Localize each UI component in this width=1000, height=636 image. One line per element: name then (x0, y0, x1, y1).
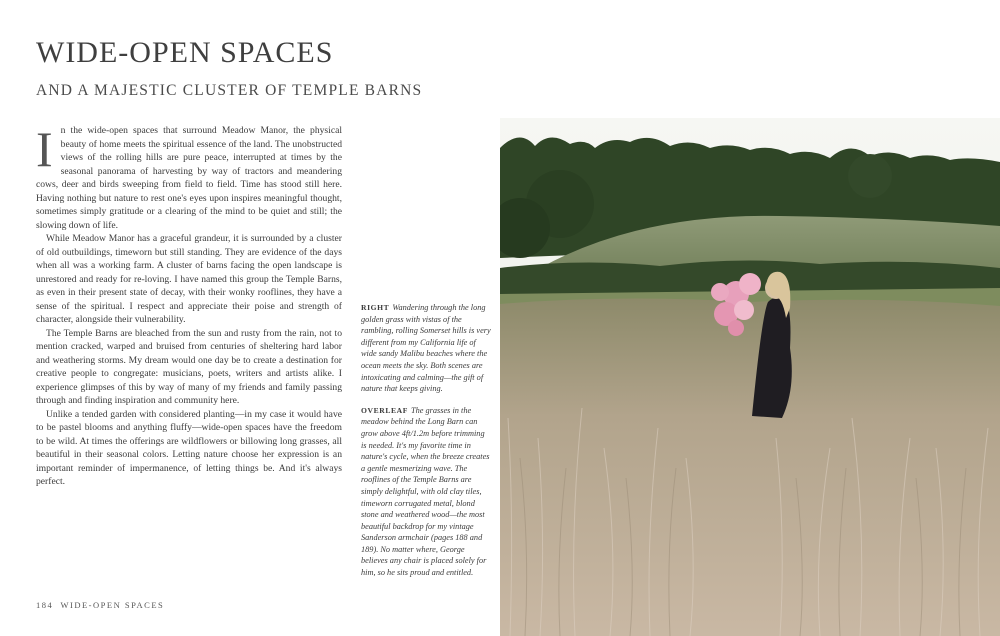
caption-text: Wandering through the long golden grass with vistas of the rambling, rolling Somerset hills is very different from my California life of wide sandy Malibu beaches where the ocean meets the sky. Both scenes are intoxicating and calming—the gift of nature that keeps giving. (361, 303, 491, 394)
caption-text: The grasses in the meadow behind the Long Barn can grow above 4ft/1.2m before trimming is needed. It's my favorite time in nature's cycle, when the breeze creates a gentle mesmerizing wave. The rooflines of the Temple Barns are simply delightful, with old clay tiles, timeworn corrugated metal, blond stone and weathered wood—the most beautiful backdrop for my vintage Sanderson armchair (pages 188 and 189). No matter where, George believes any chair is placed solely for him, so he sits proud and entitled. (361, 405, 490, 578)
photo-captions (361, 302, 491, 589)
body-paragraph-1-text: n the wide-open spaces that surround Meadow Manor, the physical beauty of home meets the spiritual essence of the land. The unobstructed views of the rolling hills are pure peace, interrupted at times by the seasonal panorama of harvesting by way of tractors and meandering cows, deer and birds sweeping from field to field. Time has stood still here. Having nothing but nature to rest one's eyes upon inspires meaningful thought, sometimes simply gratitude or a clearing of the mind to be quiet and still; the slowing down of life. (36, 125, 342, 231)
page-subtitle: AND A MAJESTIC CLUSTER OF TEMPLE BARNS (36, 82, 423, 99)
caption-label: RIGHT (361, 303, 390, 312)
page-number: 184 (36, 600, 54, 610)
page-title: WIDE-OPEN SPACES (36, 36, 334, 69)
body-paragraph-4: Unlike a tended garden with considered planting—in my case it would have to be pastel blooms and anything fluffy—wide-open spaces have the freedom to be wild. At times the offerings are wildflowers or billowing long grasses, all beautiful in their seasonal colors. Letting nature choose her expression is an important reminder of impermanence, of letting things be. And it's always perfect. (36, 408, 342, 487)
meadow-photo (500, 118, 1000, 636)
running-head: WIDE-OPEN SPACES (60, 600, 165, 610)
caption-overleaf (361, 405, 491, 579)
body-paragraph-3: The Temple Barns are bleached from the sun and rusty from the rain, not to mention cracked, warped and bruised from centuries of sheltering hard labor and weathering storms. My dream would one day be to create a destination for creative people to congregate: musicians, poets, writers and artists alike. I experience glimpses of this by way of many of my friends and family passing through and finding inspiration and community here. (36, 327, 342, 406)
body-paragraph-2: While Meadow Manor has a graceful grandeur, it is surrounded by a cluster of old outbuildings, timeworn but still standing. They are evidence of the days when all was a working farm. A cluster of barns facing the open landscape is unrestored and ready for re-loving. I have named this group the Temple Barns, as even in their present state of decay, with their wonky rooflines, they have a sense of the spiritual. I respect and appreciate their poise and strength of character, alongside their vulnerability. (36, 233, 342, 325)
body-text (36, 121, 342, 489)
drop-cap: I (36, 121, 53, 177)
folio (36, 600, 164, 610)
body-paragraph-1 (36, 121, 342, 232)
meadow-photo-illustration (500, 118, 1000, 636)
caption-label: OVERLEAF (361, 405, 408, 415)
caption-right (361, 302, 491, 395)
